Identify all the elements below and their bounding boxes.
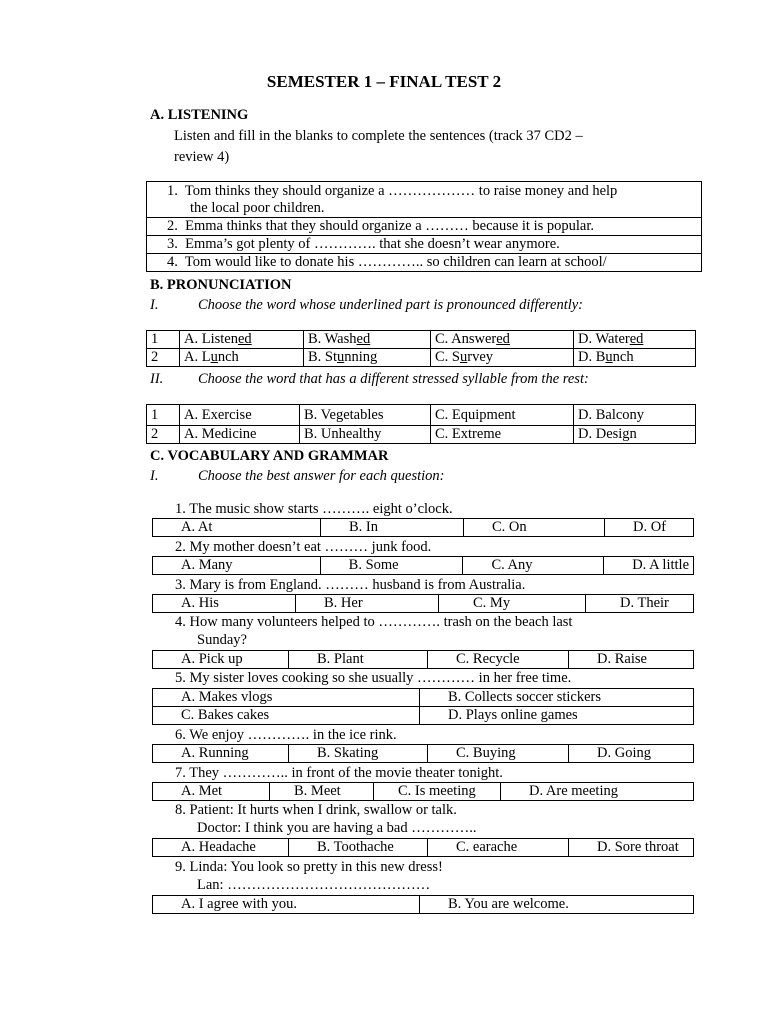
question-8: 8. Patient: It hurts when I drink, swallow or talk. [175,802,457,818]
question-3-options [152,594,694,613]
question-5-options [152,688,694,725]
pronunciation-part1-instruction: Choose the word whose underlined part is pronounced differently: [198,297,584,313]
section-pronunciation-heading: B. PRONUNCIATION [150,277,292,293]
question-9-cont: Lan: …………………………………… [197,877,431,893]
question-2: 2. My mother doesn’t eat ……… junk food. [175,539,432,555]
section-vocabulary-heading: C. VOCABULARY AND GRAMMAR [150,448,389,464]
table-row: 3. Emma’s got plenty of …………. that she doesn’t wear anymore. [147,236,702,254]
question-9-options [152,895,694,914]
pronunciation-part2-instruction: Choose the word that has a different stressed syllable from the rest: [198,371,589,387]
section-listening-heading: A. LISTENING [150,107,249,123]
listening-instruction-cont: review 4) [174,149,230,165]
table-row: 2 A. Lunch B. Stunning C. Survey D. Bunch [147,349,696,367]
pronunciation-table-2 [146,404,696,444]
table-row: 1. Tom thinks they should organize a ……………… to raise money and help the local poor children. [147,182,702,218]
table-row: 2. Emma thinks that they should organize a ……… because it is popular. [147,218,702,236]
question-1: 1. The music show starts ………. eight o’clock. [175,501,453,517]
table-row: A. Met B. Meet C. Is meeting D. Are meeting [153,783,694,801]
question-6-options [152,744,694,763]
listening-table [146,181,702,272]
question-6: 6. We enjoy …………. in the ice rink. [175,727,397,743]
pronunciation-table-1 [146,330,696,367]
table-row: 1 A. Listened B. Washed C. Answered D. Watered [147,331,696,349]
pronunciation-part2-num: II. [150,371,164,387]
listening-instruction: Listen and fill in the blanks to complete the sentences (track 37 CD2 – [174,128,583,144]
pronunciation-part1-num: I. [150,297,159,313]
question-4: 4. How many volunteers helped to …………. trash on the beach last [175,614,573,630]
table-row: C. Bakes cakes D. Plays online games [153,707,694,725]
page-title: SEMESTER 1 – FINAL TEST 2 [266,72,502,91]
table-row: 4. Tom would like to donate his ………….. so children can learn at school/ [147,254,702,272]
question-9: 9. Linda: You look so pretty in this new dress! [175,859,443,875]
table-row: A. I agree with you. B. You are welcome. [153,896,694,914]
question-7: 7. They ………….. in front of the movie theater tonight. [175,765,503,781]
question-2-options [152,556,694,575]
question-4-options [152,650,694,669]
vocab-part-num: I. [150,468,159,484]
table-row: 2 A. Medicine B. Unhealthy C. Extreme D. Design [147,426,696,444]
table-row: A. Running B. Skating C. Buying D. Going [153,745,694,763]
table-row: A. His B. Her C. My D. Their [153,595,694,613]
question-8-options [152,838,694,857]
vocab-part-instruction: Choose the best answer for each question: [198,468,445,484]
question-8-cont: Doctor: I think you are having a bad ………….. [197,820,477,836]
question-1-options [152,518,694,537]
table-row: A. Makes vlogs B. Collects soccer stickers [153,689,694,707]
question-3: 3. Mary is from England. ……… husband is from Australia. [175,577,526,593]
table-row: A. At B. In C. On D. Of [153,519,694,537]
question-5: 5. My sister loves cooking so she usually ………… in her free time. [175,670,572,686]
table-row: A. Pick up B. Plant C. Recycle D. Raise [153,651,694,669]
question-4-cont: Sunday? [197,632,247,648]
question-7-options [152,782,694,801]
table-row: A. Many B. Some C. Any D. A little [153,557,694,575]
table-row: 1 A. Exercise B. Vegetables C. Equipment D. Balcony [147,405,696,426]
table-row: A. Headache B. Toothache C. earache D. Sore throat [153,839,694,857]
